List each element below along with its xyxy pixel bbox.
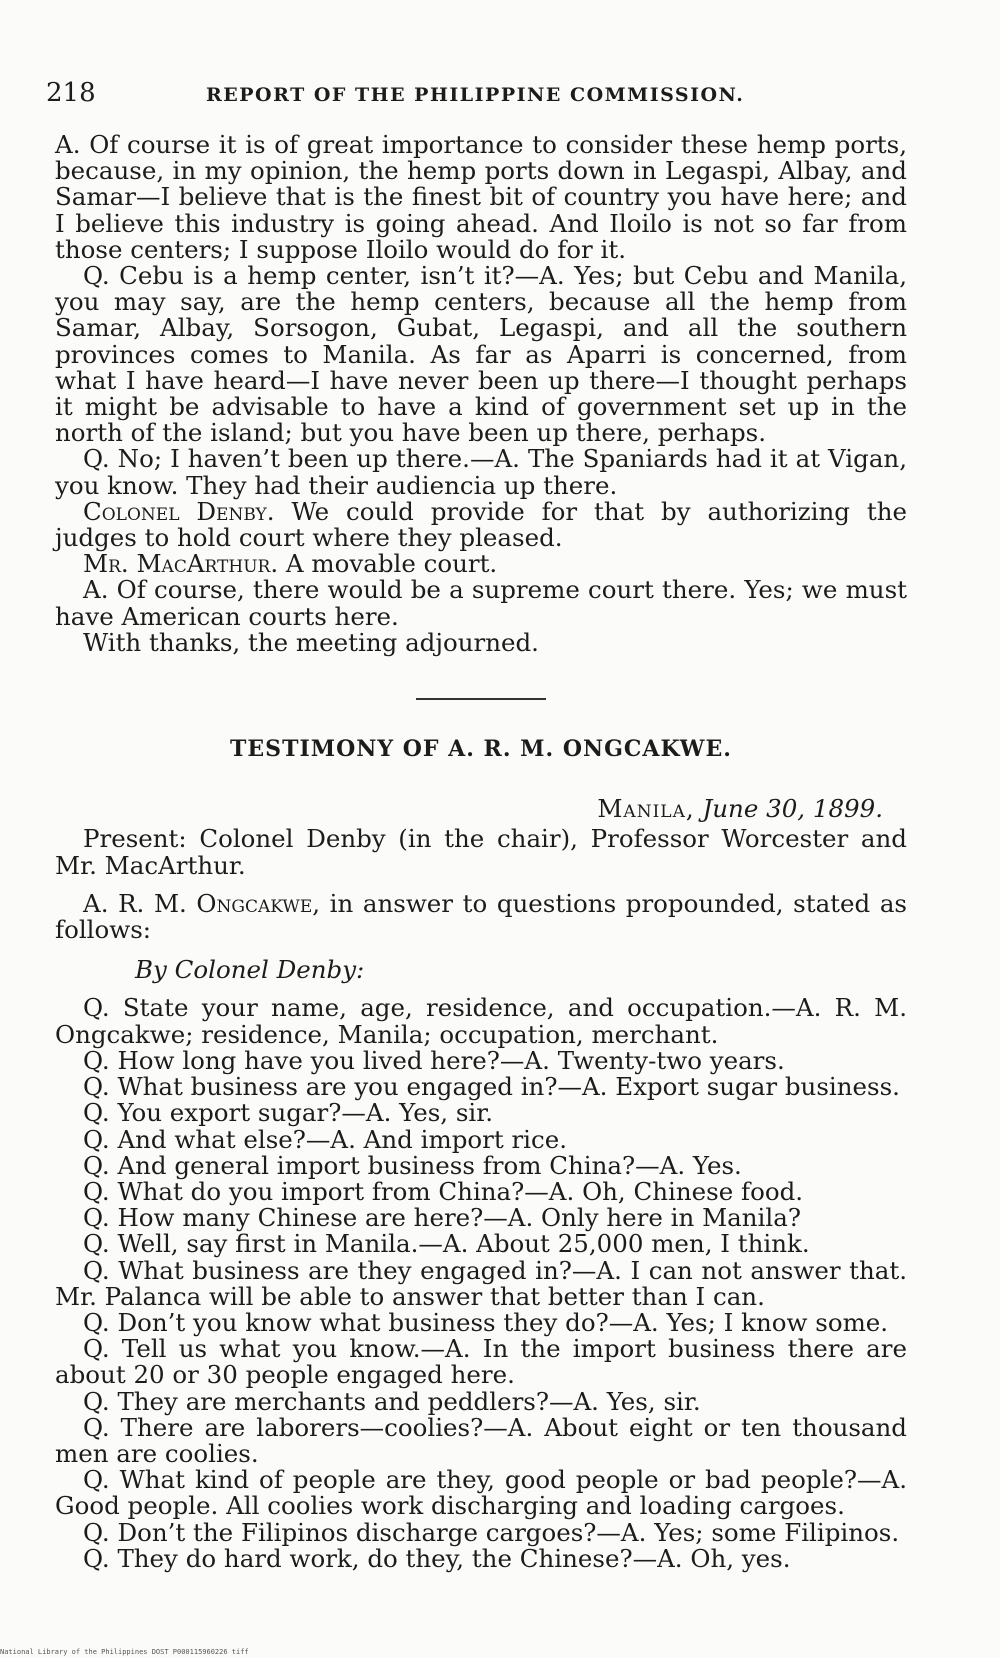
qa-item: Q. Don’t the Filipinos discharge cargoes?—A. Yes; some Filipinos. bbox=[83, 1517, 900, 1547]
paragraph-vigan: Q. No; I haven’t been up there.—A. The Spaniards had it at Vigan, you know. They had their audiencia up there. bbox=[55, 444, 907, 500]
paragraph-present: Present: Colonel Denby (in the chair), Professor Worcester and Mr. MacArthur. bbox=[55, 824, 907, 880]
qa-item: Q. And general import business from China?—A. Yes. bbox=[83, 1150, 742, 1180]
qa-item: Q. What do you import from China?—A. Oh, Chinese food. bbox=[83, 1176, 804, 1206]
page-number: 218 bbox=[46, 78, 96, 108]
dateline-place: Manila, bbox=[597, 794, 695, 824]
qa-item: Q. Tell us what you know.—A. In the import business there are about 20 or 30 people engaged here. bbox=[55, 1334, 907, 1390]
section-divider bbox=[416, 698, 546, 700]
macarthur-remark-text: A movable court. bbox=[285, 549, 498, 579]
paragraph-witness-intro bbox=[55, 888, 908, 945]
paragraph-macarthur-remark bbox=[55, 551, 907, 577]
body-text bbox=[55, 132, 907, 1572]
qa-item: Q. You export sugar?—A. Yes, sir. bbox=[83, 1098, 494, 1128]
qa-item: Q. There are laborers—coolies?—A. About eight or ten thousand men are coolies. bbox=[55, 1412, 907, 1468]
witness-name: A. R. M. Ongcakwe, bbox=[83, 888, 321, 918]
running-head: REPORT OF THE PHILIPPINE COMMISSION. bbox=[206, 84, 745, 106]
qa-item: Q. What business are they engaged in?—A. I can not answer that. Mr. Palanca will be able to answer that better than I can. bbox=[55, 1255, 907, 1311]
qa-item: Q. Well, say first in Manila.—A. About 25,000 men, I think. bbox=[83, 1229, 810, 1259]
qa-item: Q. And what else?—A. And import rice. bbox=[83, 1124, 568, 1154]
paragraph-supreme-court: A. Of course, there would be a supreme court there. Yes; we must have American courts here. bbox=[55, 575, 907, 631]
qa-item: Q. They do hard work, do they, the Chinese?—A. Oh, yes. bbox=[83, 1543, 791, 1573]
section-title: TESTIMONY OF A. R. M. ONGCAKWE. bbox=[230, 736, 732, 763]
paragraph-denby-remark bbox=[55, 496, 907, 553]
paragraph-cebu-hemp: Q. Cebu is a hemp center, isn’t it?—A. Yes; but Cebu and Manila, you may say, are the hemp centers, because all the hemp from Samar, Albay, Sorsogon, Gubat, Legaspi, and all the southern provinces comes to Manila. As far as Aparri is concerned, from what I have heard—I have never been up there—I thought perhaps it might be advisable to have a kind of government set up in the north of the island; but you have been up there, perhaps. bbox=[55, 261, 907, 448]
paragraph-adjourned: With thanks, the meeting adjourned. bbox=[83, 627, 539, 657]
page-header bbox=[46, 78, 906, 112]
qa-item: Q. They are merchants and peddlers?—A. Yes, sir. bbox=[83, 1386, 701, 1416]
qa-item: Q. What kind of people are they, good people or bad people?—A. Good people. All coolies work discharging and loading cargoes. bbox=[55, 1465, 907, 1521]
qa-item: Q. State your name, age, residence, and occupation.—A. R. M. Ongcakwe; residence, Manila; occupation, merchant. bbox=[55, 993, 907, 1049]
examiner-line: By Colonel Denby: bbox=[135, 955, 365, 985]
qa-item: Q. What business are you engaged in?—A. Export sugar business. bbox=[83, 1072, 900, 1102]
denby-remark-text: We could provide for that by authorizing the judges to hold court where they pleased. bbox=[55, 496, 907, 553]
witness-intro-text: in answer to questions propounded, stated as follows: bbox=[55, 888, 908, 945]
scan-footer: National Library of the Philippines DOST P000115960226 tiff bbox=[0, 1648, 249, 1656]
speaker-macarthur: Mr. MacArthur. bbox=[83, 549, 279, 579]
qa-item: Q. How many Chinese are here?—A. Only here in Manila? bbox=[83, 1203, 801, 1233]
paragraph-answer-hemp-ports: A. Of course it is of great importance to consider these hemp ports, because, in my opinion, the hemp ports down in Legaspi, Albay, and Samar—I believe that is the finest bit of country you have here; and I believe this industry is going ahead. And Iloilo is not so far from those centers; I suppose Iloilo would do for it. bbox=[55, 130, 907, 264]
dateline bbox=[55, 796, 883, 822]
qa-item: Q. How long have you lived here?—A. Twenty-two years. bbox=[83, 1045, 785, 1075]
speaker-denby: Colonel Denby. bbox=[83, 496, 275, 526]
dateline-date: June 30, 1899. bbox=[702, 794, 883, 824]
qa-item: Q. Don’t you know what business they do?—A. Yes; I know some. bbox=[83, 1307, 889, 1337]
